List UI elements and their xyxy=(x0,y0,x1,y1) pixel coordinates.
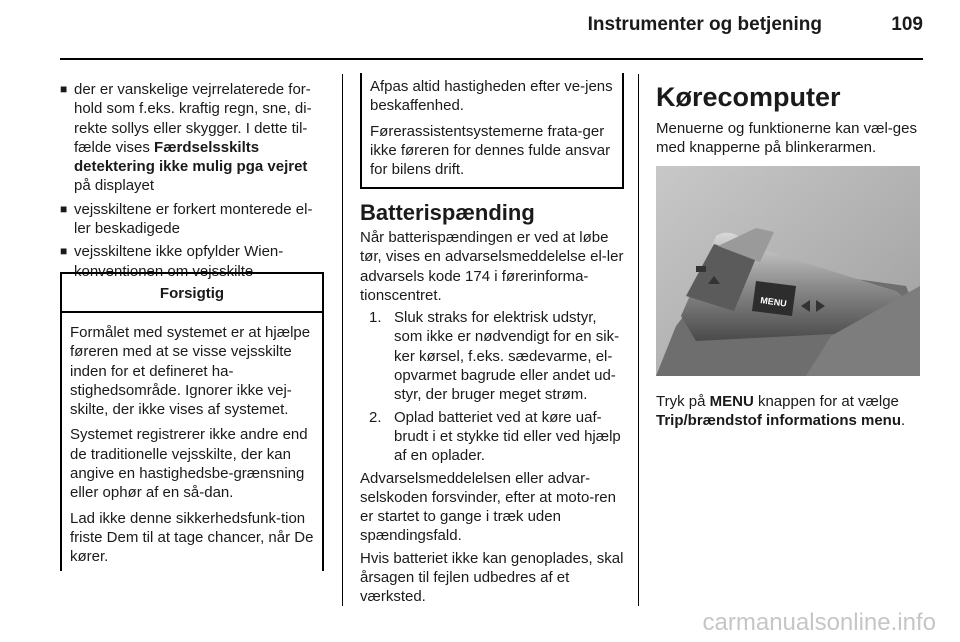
menu-button-label: MENU xyxy=(709,393,754,410)
column-3-bottom xyxy=(656,392,924,434)
column-1 xyxy=(60,80,324,285)
page-number: 109 xyxy=(891,14,923,35)
column-divider-2 xyxy=(638,74,639,606)
menu-name: Trip/brændstof informations menu xyxy=(656,412,902,430)
paragraph: Advarselsmeddelelsen eller advar-selskoden forsvinder, efter at moto-ren er startet to gange i træk uden spændingsfald. xyxy=(360,469,616,545)
bullet-text: vejsskiltene ikke opfylder Wien-konventionen om vejsskilte xyxy=(74,243,284,280)
step-number: 1. xyxy=(369,309,382,327)
bullet-item xyxy=(60,80,324,196)
section-heading-battery: Batterispænding xyxy=(360,200,535,225)
numbered-item xyxy=(360,308,624,404)
bullet-text-end: på displayet xyxy=(74,177,155,195)
instruction-text: Tryk på xyxy=(656,393,710,410)
step-text: Oplad batteriet ved at køre uaf-brudt i et stykke tid eller ved hjælp af en oplader. xyxy=(394,408,621,465)
numbered-item xyxy=(360,408,624,466)
paragraph: Hvis batteriet ikke kan genoplades, skal årsagen til fejlen udbedres af et værksted. xyxy=(360,549,624,606)
paragraph-menu-instructions xyxy=(656,392,924,431)
page-header-title: Instrumenter og betjening xyxy=(587,14,822,35)
caution-box xyxy=(60,272,324,571)
column-divider-1 xyxy=(342,74,343,606)
caution-paragraph: Lad ikke denne sikkerhedsfunk-tion friste Dem til at tage chancer, når De kører. xyxy=(70,509,314,566)
photo-menu-label: MENU xyxy=(759,295,788,309)
paragraph: Menuerne og funktionerne kan væl-ges med knapperne på blinkerarmen. xyxy=(656,120,917,157)
bullet-square-icon: ■ xyxy=(60,201,68,216)
header-rule xyxy=(60,58,923,60)
step-number: 2. xyxy=(369,408,382,426)
bullet-bold-text: Færdselsskilts detektering ikke mulig pga vejret xyxy=(74,138,308,176)
instruction-period: . xyxy=(901,412,906,430)
caution-paragraph: Førerassistentsystemerne frata-ger ikke føreren for dennes fulde ansvar for bilens drift. xyxy=(370,122,611,179)
caution-paragraph: Systemet registrerer ikke andre end de traditionelle vejsskilte, der kan angive en hastighedsbe-grænsning eller ophør af en så-dan. xyxy=(70,426,308,502)
paragraph: Når batterispændingen er ved at løbe tør, vises en advarselsmeddelelse el-ler advarsels kode 174 i førerinforma-tionscentret. xyxy=(360,229,624,304)
caution-paragraph: Afpas altid hastigheden efter ve-jens beskaffenhed. xyxy=(370,78,613,115)
turn-signal-lever-photo xyxy=(656,166,920,376)
caution-title: Forsigtig xyxy=(62,274,322,313)
bullet-item xyxy=(60,200,324,239)
footer-watermark: carmanualsonline.info xyxy=(702,609,936,636)
turn-signal-lever-illustration xyxy=(656,166,920,376)
column-2 xyxy=(360,199,624,610)
caution-box-continued xyxy=(360,73,624,189)
instruction-text: knappen for at vælge xyxy=(753,393,899,410)
step-text: Sluk straks for elektrisk udstyr, som ikke er nødvendigt for en sik-ker kørsel, f.eks. sædevarme, el-opvarmet bagrude eller andet ud-styr, der bruger meget strøm. xyxy=(394,309,620,404)
column-3 xyxy=(656,80,924,161)
bullet-text: der er vanskelige vejrrelaterede for-hold som f.eks. kraftig regn, sne, di-rekte sollys eller skygger. I dette til-fælde vises xyxy=(74,81,312,156)
caution-paragraph: Formålet med systemet er at hjælpe føreren med at se visse vejsskilte inden for et defineret ha-stighedsområde. Ignorer ikke vej-skilte, der ikke vises af systemet. xyxy=(70,324,311,419)
bullet-square-icon: ■ xyxy=(60,244,68,259)
bullet-text: vejsskiltene er forkert monterede el-ler beskadigede xyxy=(74,200,313,238)
section-heading-trip-computer: Kørecomputer xyxy=(656,82,841,112)
bullet-square-icon: ■ xyxy=(60,82,68,96)
